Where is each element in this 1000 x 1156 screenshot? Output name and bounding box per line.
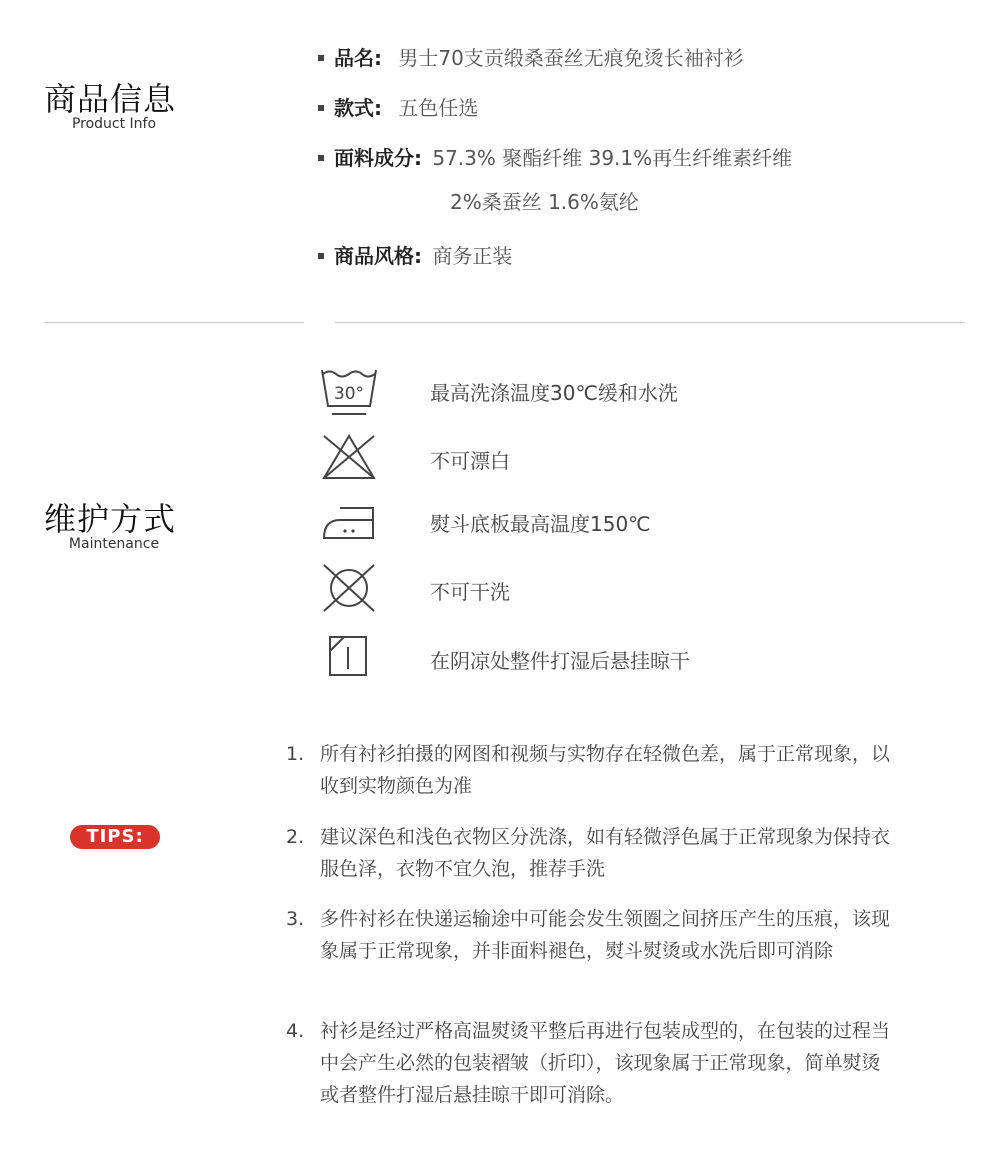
iron-icon bbox=[318, 498, 380, 548]
wash-30-icon bbox=[318, 366, 380, 416]
info-row-category: 商品风格: 商务正装 bbox=[318, 240, 512, 269]
no-dry-clean-icon bbox=[318, 563, 380, 613]
maintenance-title: 维护方式 bbox=[44, 500, 177, 538]
tip-item: 2. 建议深色和浅色衣物区分洗涤，如有轻微浮色属于正常现象为保持衣服色泽，衣物不宜久泡，推荐手洗 bbox=[286, 826, 891, 880]
bullet-icon bbox=[318, 105, 324, 111]
info-row-name: 品名: 男士70支贡缎桑蚕丝无痕免烫长袖衬衫 bbox=[318, 42, 744, 71]
tip-item: 1. 所有衬衫拍摄的网图和视频与实物存在轻微色差，属于正常现象，以收到实物颜色为准 bbox=[286, 743, 891, 797]
product-info-title: 商品信息 bbox=[44, 80, 177, 118]
info-row-style: 款式: 五色任选 bbox=[318, 92, 478, 121]
shade-hang-dry-icon bbox=[318, 633, 380, 683]
care-text-bleach: 不可漂白 bbox=[430, 449, 510, 473]
svg-text:30°: 30° bbox=[333, 384, 365, 404]
tip-item: 3. 多件衬衫在快递运输途中可能会发生领圈之间挤压产生的压痕，该现象属于正常现象，并非面料褪色，熨斗熨烫或水洗后即可消除 bbox=[286, 908, 891, 962]
care-text-hang-dry: 在阴凉处整件打湿后悬挂晾干 bbox=[430, 649, 690, 673]
tip-item: 4. 衬衫是经过严格高温熨烫平整后再进行包装成型的，在包装的过程当中会产生必然的包装褶皱（折印），该现象属于正常现象，简单熨烫或者整件打湿后悬挂晾干即可消除。 bbox=[286, 1020, 891, 1106]
product-info-subtitle: Product Info bbox=[71, 116, 157, 132]
bullet-icon bbox=[318, 253, 324, 259]
maintenance-subtitle: Maintenance bbox=[68, 536, 160, 552]
no-bleach-icon bbox=[318, 432, 380, 482]
care-text-iron: 熨斗底板最高温度150℃ bbox=[430, 512, 651, 536]
care-text-wash: 最高洗涤温度30℃缓和水洗 bbox=[430, 381, 678, 405]
tips-badge: TIPS: bbox=[70, 825, 160, 849]
divider-right bbox=[335, 322, 965, 323]
info-row-fabric: 面料成分: 57.3% 聚酯纤维 39.1%再生纤维素纤维 bbox=[318, 142, 792, 171]
bullet-icon bbox=[318, 155, 324, 161]
divider-left bbox=[44, 322, 304, 323]
care-text-dry-clean: 不可干洗 bbox=[430, 580, 510, 604]
info-row-fabric-cont: 2%桑蚕丝 1.6%氨纶 bbox=[450, 190, 639, 214]
bullet-icon bbox=[318, 55, 324, 61]
